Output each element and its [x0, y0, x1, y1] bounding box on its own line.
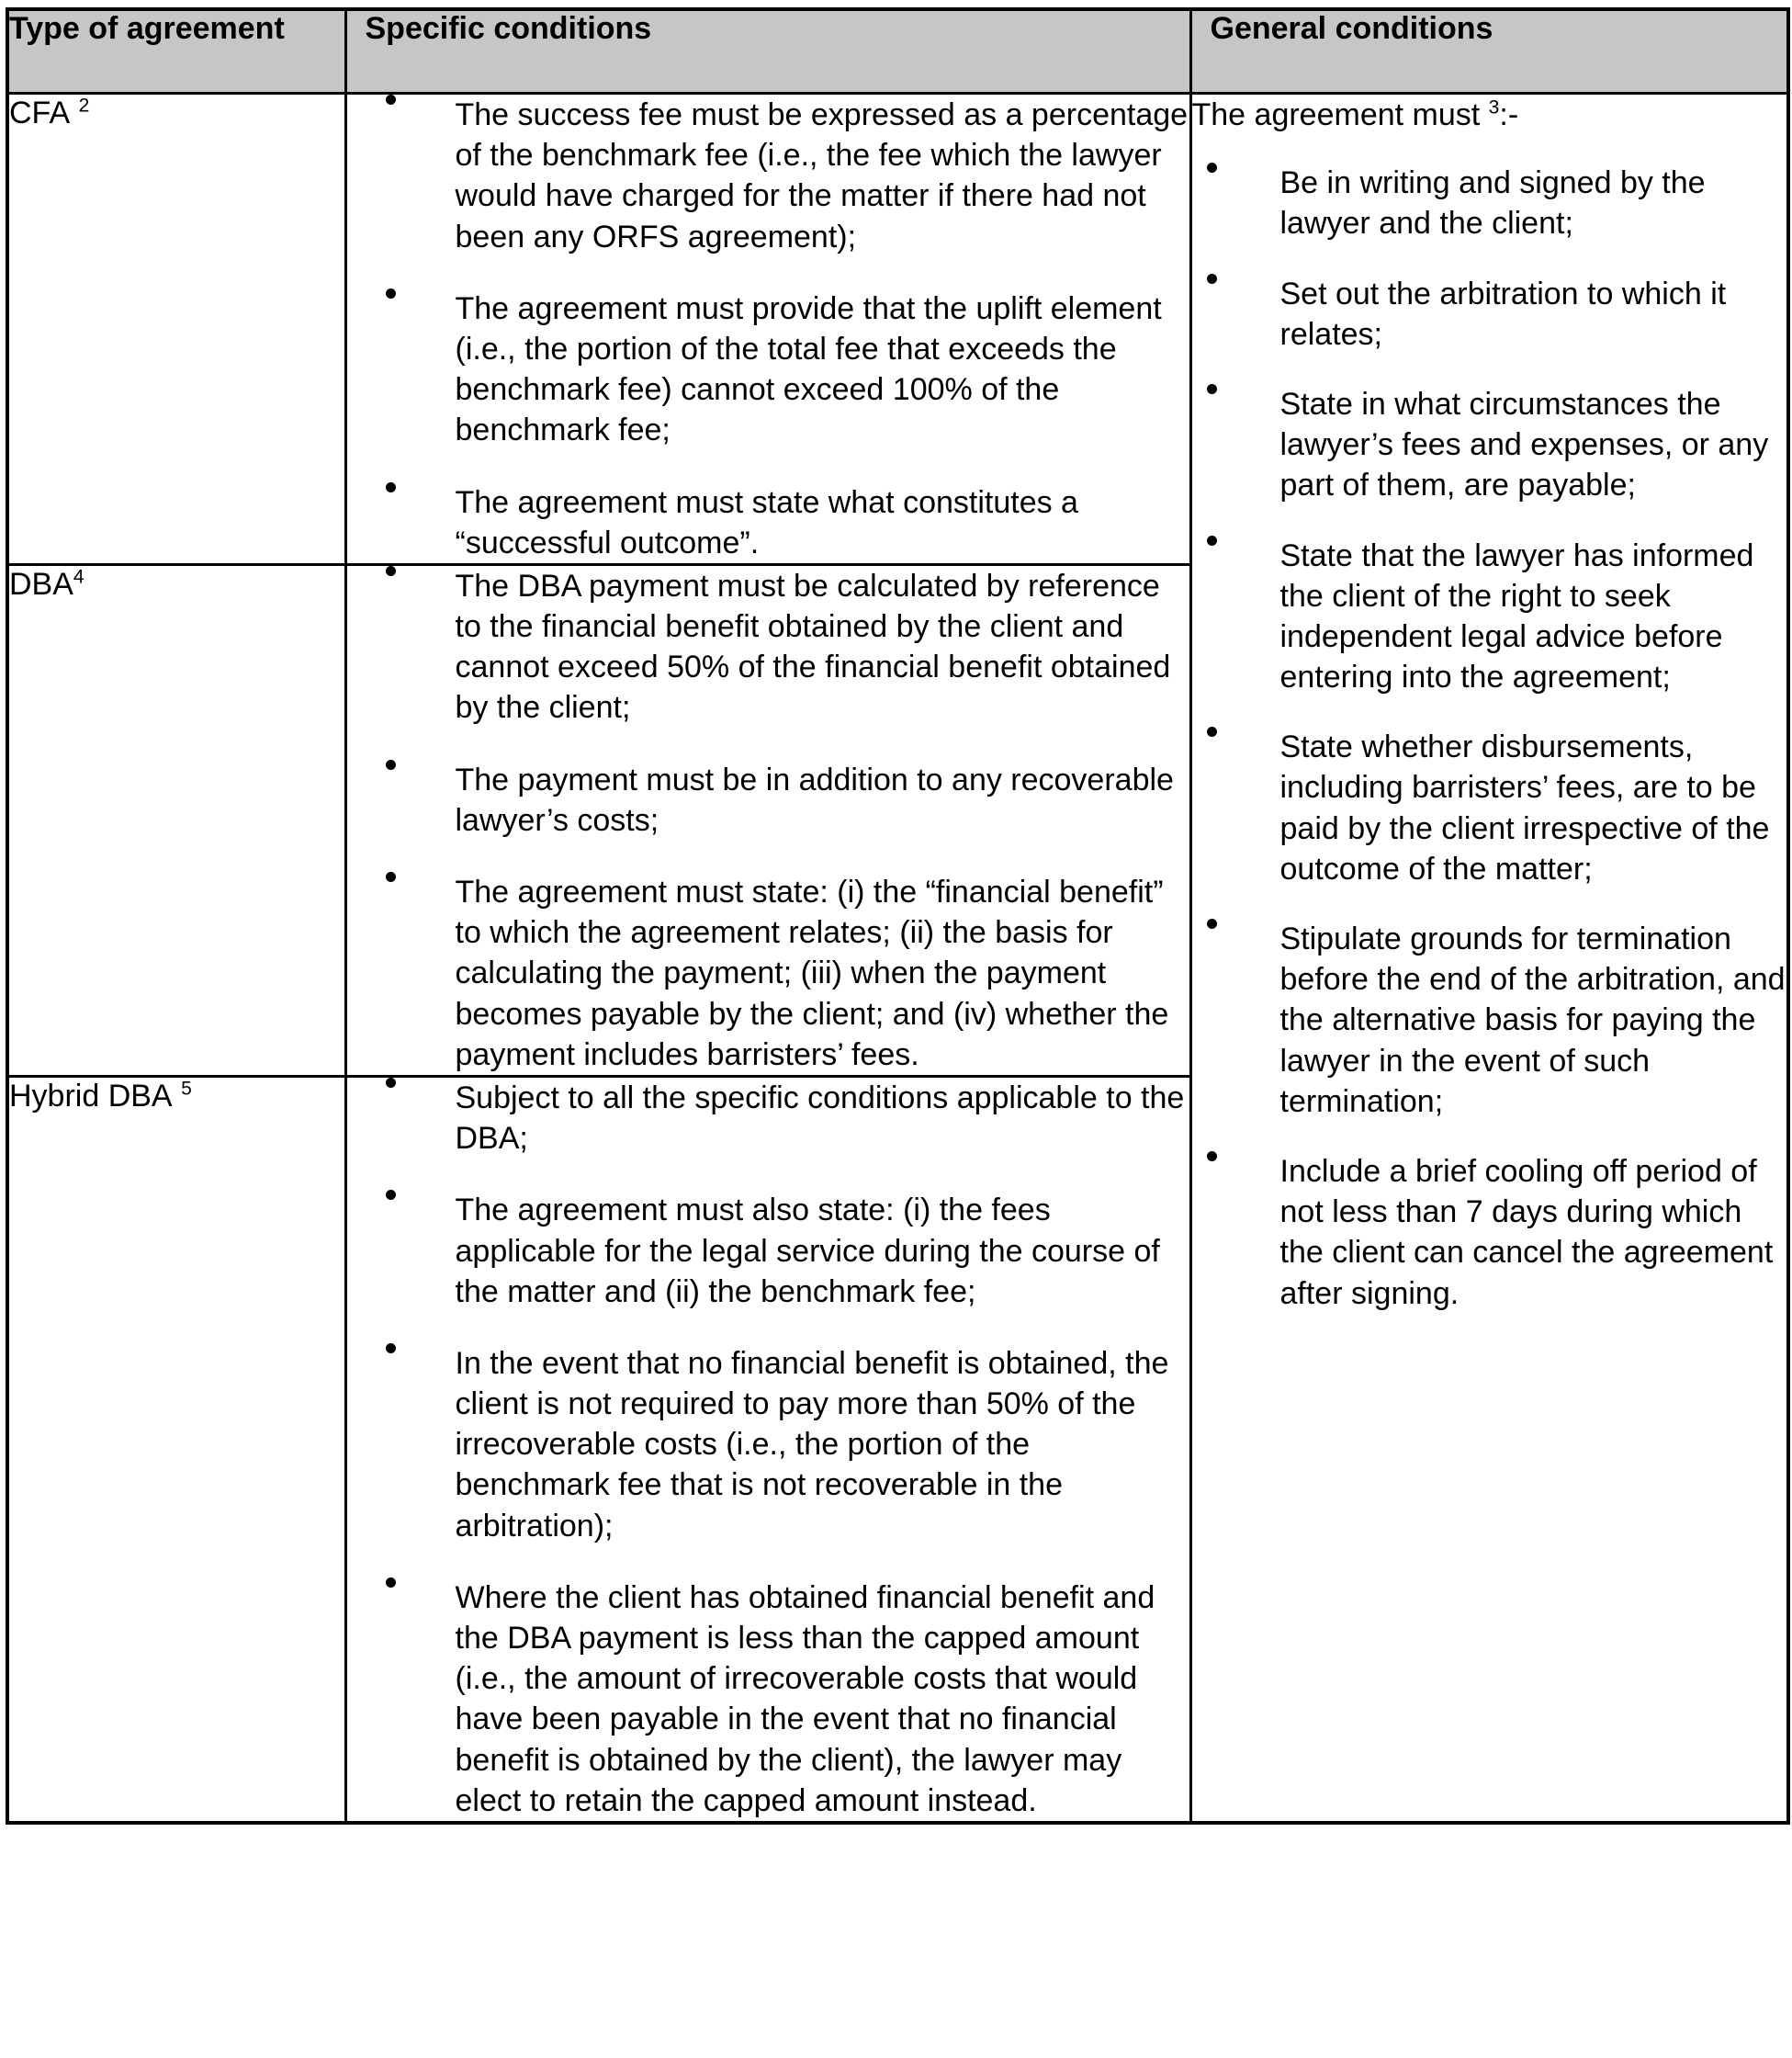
bullet-icon	[386, 760, 396, 770]
footnote-marker-spacer	[70, 96, 78, 130]
list-item	[347, 482, 1189, 563]
list-item-text: Where the client has obtained financial benefit and the DBA payment is less than the capped amount (i.e., the amount of irrecoverable costs that would have been payable in the event that no financial benefit is obtained by the client), the lawyer may elect to retain the capped amount instead.	[455, 1579, 1155, 1818]
bullet-icon	[386, 1190, 396, 1200]
list-item-text: State that the lawyer has informed the client of the right to seek independent legal advice before entering into the agreement;	[1279, 537, 1754, 695]
agreement-type-label: Hybrid DBA	[9, 1078, 173, 1114]
list-item	[1192, 536, 1787, 698]
specific-conditions-hybrid-dba	[345, 1076, 1190, 1823]
bullet-icon	[386, 482, 396, 492]
bullet-icon	[1207, 919, 1217, 929]
specific-conditions-dba	[345, 564, 1190, 1076]
footnote-marker: 5	[181, 1078, 192, 1100]
table-header	[7, 9, 1788, 94]
list-item-text: The success fee must be expressed as a percentage of the benchmark fee (i.e., the fee which the lawyer would have charged for the matter if there had not been any ORFS agreement);	[455, 97, 1189, 254]
specific-conditions-cfa	[345, 94, 1190, 565]
bullet-list	[347, 566, 1189, 1075]
list-item	[1192, 163, 1787, 243]
footnote-marker: 2	[78, 95, 90, 117]
list-item-text: In the event that no financial benefit is obtained, the client is not required to pay more than 50% of the irrecoverable costs (i.e., the portion of the benchmark fee that is not recoverable in the arbitration);	[455, 1345, 1169, 1544]
bullet-list	[1192, 163, 1787, 1314]
bullet-icon	[386, 872, 396, 882]
agreement-type-cfa	[7, 94, 345, 565]
list-item	[347, 1343, 1189, 1546]
bullet-icon	[386, 1078, 396, 1088]
list-item	[347, 1078, 1189, 1159]
bullet-icon	[386, 1577, 396, 1588]
list-item	[1192, 1151, 1787, 1314]
table-body	[7, 94, 1788, 1823]
list-item-text: Subject to all the specific conditions applicable to the DBA;	[455, 1080, 1185, 1157]
bullet-list	[347, 1078, 1189, 1821]
footnote-marker: 3	[1488, 96, 1500, 119]
list-item-text: The DBA payment must be calculated by reference to the financial benefit obtained by the client and cannot exceed 50% of the financial benefit obtained by the client;	[455, 568, 1171, 726]
bullet-list	[347, 95, 1189, 563]
column-header-specific-conditions: Specific conditions	[345, 9, 1190, 94]
list-item	[347, 566, 1189, 729]
footnote-marker-spacer	[1480, 97, 1488, 132]
list-item-text: The payment must be in addition to any recoverable lawyer’s costs;	[455, 762, 1174, 838]
general-conditions-lead-text: The agreement must	[1191, 97, 1481, 132]
bullet-icon	[386, 95, 396, 105]
list-item	[1192, 727, 1787, 889]
general-conditions-lead	[1192, 95, 1787, 135]
bullet-icon	[386, 1343, 396, 1353]
agreement-type-hybrid-dba	[7, 1076, 345, 1823]
agreement-type-label: DBA	[9, 566, 73, 602]
list-item	[347, 95, 1189, 257]
list-item-text: The agreement must provide that the uplift element (i.e., the portion of the total fee that exceeds the benchmark fee) cannot exceed 100% of the benchmark fee;	[455, 290, 1162, 448]
bullet-icon	[1207, 1151, 1217, 1161]
header-row	[7, 9, 1788, 94]
list-item	[347, 1190, 1189, 1312]
list-item	[347, 872, 1189, 1075]
list-item-text: Stipulate grounds for termination before the end of the arbitration, and the alternative basis for paying the lawyer in the event of such termination;	[1279, 922, 1786, 1119]
agreement-type-label: CFA	[9, 96, 71, 130]
column-header-general-conditions: General conditions	[1190, 9, 1788, 94]
list-item	[347, 1577, 1189, 1821]
bullet-icon	[386, 566, 396, 576]
list-item	[1192, 274, 1787, 355]
list-item	[347, 288, 1189, 451]
agreement-conditions-table	[6, 7, 1790, 1825]
bullet-icon	[1207, 274, 1217, 284]
general-conditions-lead-suffix: :-	[1499, 97, 1519, 132]
list-item-text: State in what circumstances the lawyer’s fees and expenses, or any part of them, are payable;	[1279, 386, 1769, 503]
bullet-icon	[1207, 727, 1217, 737]
list-item-text: Be in writing and signed by the lawyer and the client;	[1279, 165, 1706, 242]
bullet-icon	[1207, 163, 1217, 173]
footnote-marker-spacer	[173, 1079, 181, 1114]
list-item-text: State whether disbursements, including barristers’ fees, are to be paid by the client irrespective of the outcome of the matter;	[1279, 729, 1770, 887]
column-header-type-of-agreement: Type of agreement	[7, 9, 345, 94]
list-item-text: The agreement must also state: (i) the fees applicable for the legal service during the course of the matter and (ii) the benchmark fee;	[455, 1193, 1160, 1309]
footnote-marker: 4	[73, 566, 85, 588]
list-item	[347, 760, 1189, 841]
list-item	[1192, 919, 1787, 1122]
bullet-icon	[1207, 384, 1217, 394]
list-item-text: The agreement must state: (i) the “financial benefit” to which the agreement relates; (ii) the basis for calculating the payment; (iii) when the payment becomes payable by the client; and (iv) whether the payment includes barristers’ fees.	[455, 875, 1169, 1072]
bullet-icon	[1207, 536, 1217, 546]
list-item-text: Include a brief cooling off period of not less than 7 days during which the client can cancel the agreement after signing.	[1279, 1153, 1774, 1311]
agreement-type-dba	[7, 564, 345, 1076]
general-conditions-cell	[1190, 94, 1788, 1823]
list-item	[1192, 384, 1787, 506]
list-item-text: The agreement must state what constitutes a “successful outcome”.	[455, 484, 1078, 560]
list-item-text: Set out the arbitration to which it relates;	[1279, 276, 1727, 352]
bullet-icon	[386, 288, 396, 299]
table-row-cfa	[7, 94, 1788, 565]
